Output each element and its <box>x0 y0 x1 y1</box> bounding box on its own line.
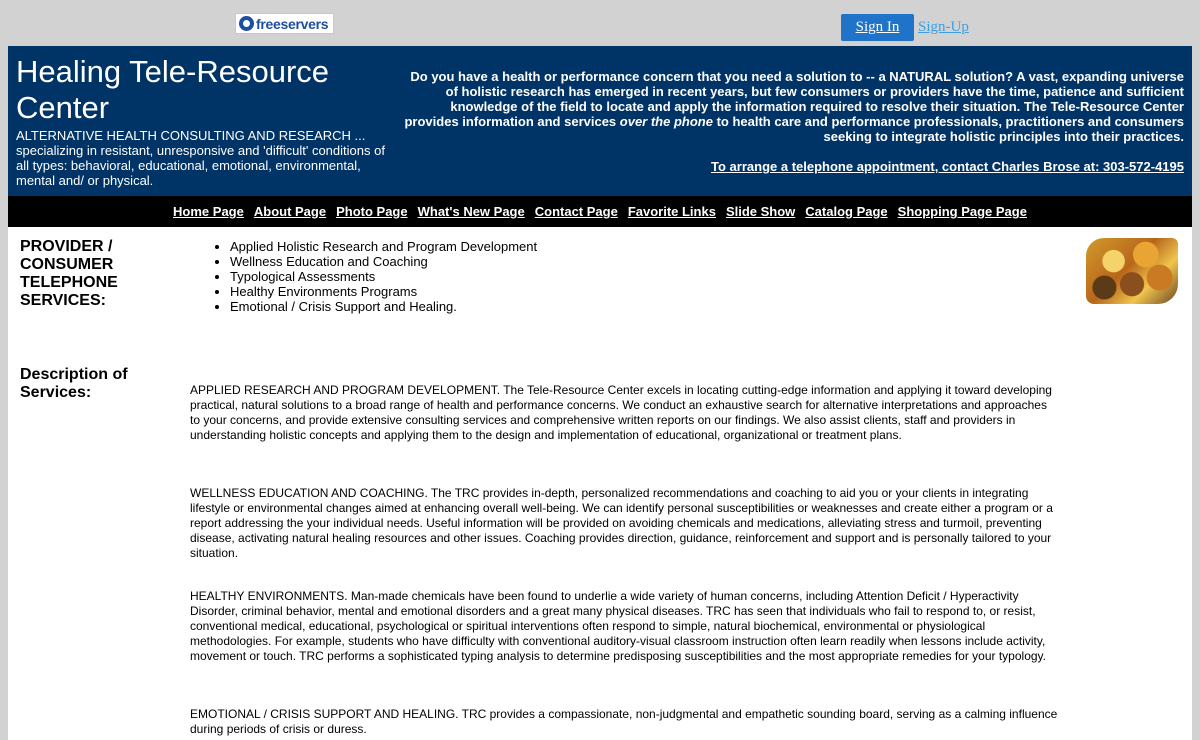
freeservers-logo-icon <box>239 16 254 31</box>
logo-text: freeservers <box>256 15 329 32</box>
description-paragraph: HEALTHY ENVIRONMENTS. Man-made chemicals have been found to underlie a wide variety of human concerns, including Attention Deficit / Hyperactivity Disorder, criminal behavior, mental and emotional disorders and a great many physical diseases. TRC has seen that individuals who fail to respond to, or resist, conventional medical, educational, psychological or spiritual interventions often respond to simple, natural biochemical, environmental or physiological methodologies. For example, students who have difficulty with conventional auditory-visual classroom instruction often learn readily when lessons include activity, movement or touch. TRC performs a sophisticated typing analysis to determine predisposing susceptibilities and the most appropriate remedies for your typology. <box>190 589 1046 663</box>
service-item: • Typological Assessments <box>230 269 537 284</box>
services-list <box>230 239 537 314</box>
nav-slide-show[interactable]: Slide Show <box>725 204 796 219</box>
service-item: • Emotional / Crisis Support and Healing. <box>230 299 537 314</box>
intro-text-part1: Do you have a health or performance concern that you need a solution to -- a NATURAL solution? A vast, expanding universe of holistic research has emerged in recent years, but few consumers or providers have the time, patience and sufficient knowledge of the field to locate and apply the information required to resolve their situation. The Tele-Resource Center provides information and services <box>404 69 1184 129</box>
nav-favorite-links[interactable]: Favorite Links <box>627 204 716 219</box>
service-item: • Wellness Education and Coaching <box>230 254 537 269</box>
autumn-foliage-photo <box>1086 238 1178 304</box>
site-tagline: ALTERNATIVE HEALTH CONSULTING AND RESEARCH ... specializing in resistant, unresponsive and 'difficult' conditions of all types: behavioral, educational, emotional, environmental, mental and/ or physical. <box>16 128 385 188</box>
description-paragraph: APPLIED RESEARCH AND PROGRAM DEVELOPMENT. The Tele-Resource Center excels in locating cutting-edge information and applying it toward developing practical, natural solutions to a broad range of health and performance concerns. We conduct an exhaustive search for alternative interpretations and approaches to your concerns, and provide extensive consulting services and comprehensive written reports on our findings. We also assist clients, staff and providers in understanding holistic concepts and applying them to the design and implementation of educational, organizational or treatment plans. <box>190 383 1052 442</box>
site-header <box>8 46 1192 196</box>
intro-text <box>400 69 1184 144</box>
sign-in-button[interactable]: Sign In <box>841 14 914 41</box>
service-item: • Healthy Environments Programs <box>230 284 537 299</box>
service-item: • Applied Holistic Research and Program Development <box>230 239 537 254</box>
nav-contact[interactable]: Contact Page <box>534 204 618 219</box>
nav-catalog[interactable]: Catalog Page <box>805 204 888 219</box>
nav-whats-new[interactable]: What's New Page <box>417 204 525 219</box>
intro-emphasis: over the phone <box>619 114 713 129</box>
freeservers-logo[interactable] <box>235 13 334 34</box>
site-title: Healing Tele-Resource Center <box>16 54 330 125</box>
nav-shopping[interactable]: Shopping Page Page <box>897 204 1027 219</box>
sign-up-link[interactable]: Sign-Up <box>918 19 969 35</box>
nav-home[interactable]: Home Page <box>173 204 244 219</box>
description-paragraph: WELLNESS EDUCATION AND COACHING. The TRC provides in-depth, personalized recommendations and coaching to aid you or your clients in integrating lifestyle or environmental changes aimed at enhancing overall well-being. We can identify personal susceptibilities or weaknesses and create either a program or a report addressing the your individual needs. Useful information will be provided on avoiding chemicals and medications, alleviating stress and turmoil, preventing disease, activating natural healing resources and other issues. Coaching provides direction, guidance, reinforcement and support and is personally tailored to your situation. <box>190 486 1053 560</box>
intro-text-part2: to health care and performance professionals, practitioners and consumers seeking to integrate holistic principles into their practices. <box>712 114 1184 144</box>
nav-photo[interactable]: Photo Page <box>336 204 408 219</box>
page-content <box>8 46 1192 740</box>
nav-about[interactable]: About Page <box>253 204 327 219</box>
description-heading: Description of Services: <box>20 366 128 401</box>
description-paragraph: EMOTIONAL / CRISIS SUPPORT AND HEALING. TRC provides a compassionate, non-judgmental and empathetic sounding board, serving as a calming influence during periods of crisis or duress. <box>190 707 1058 736</box>
services-heading: PROVIDER / CONSUMER TELEPHONE SERVICES: <box>20 238 118 309</box>
top-bar <box>0 0 1200 46</box>
contact-link[interactable]: To arrange a telephone appointment, contact Charles Brose at: 303-572-4195 <box>711 159 1184 174</box>
main-nav <box>8 196 1192 227</box>
